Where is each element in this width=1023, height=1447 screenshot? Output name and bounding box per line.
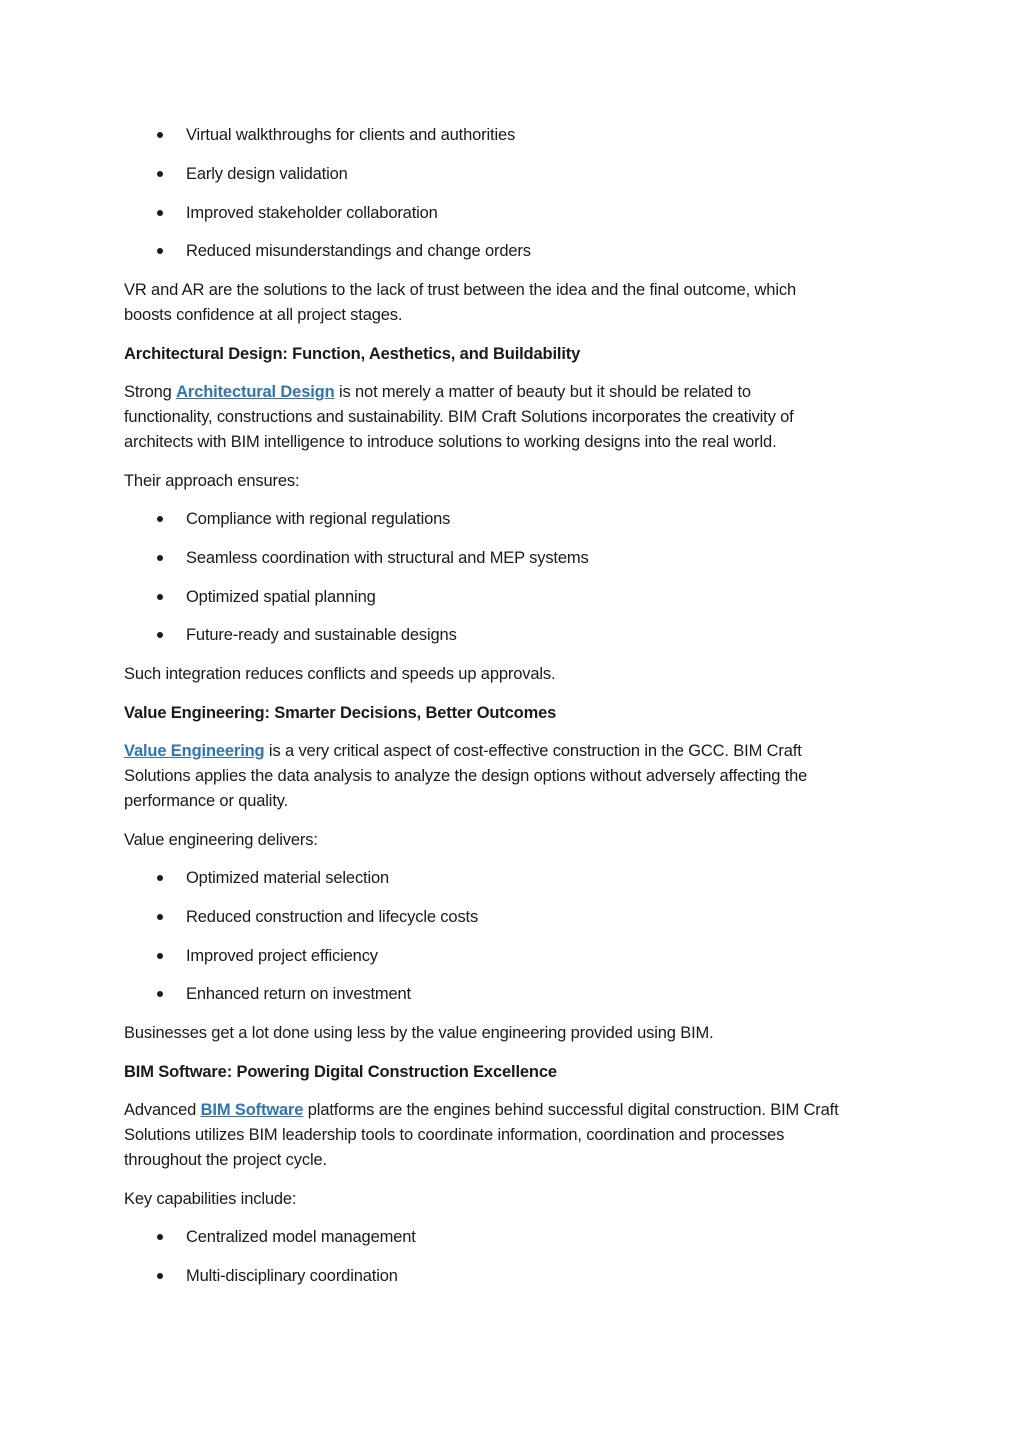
bullet-icon [157,914,163,920]
paragraph-line: VR and AR are the solutions to the lack of trust between the idea and the final outcome, which [124,281,796,299]
bullet-icon [157,1234,163,1240]
section-heading-value-engineering: Value Engineering: Smarter Decisions, Better Outcomes [124,704,557,722]
text-span: Advanced [124,1101,201,1119]
text-span: Strong [124,383,177,401]
bim-software-link[interactable]: BIM Software [200,1101,304,1119]
value-engineering-link[interactable]: Value Engineering [124,742,265,760]
paragraph-line: functionality, constructions and sustainability. BIM Craft Solutions incorporates the creativity of [124,408,794,426]
paragraph-line: Their approach ensures: [124,472,300,490]
paragraph-line: Such integration reduces conflicts and speeds up approvals. [124,665,556,683]
paragraph-line: Key capabilities include: [124,1190,297,1208]
text-span: is a very critical aspect of cost-effective construction in the GCC. BIM Craft [264,742,802,760]
bullet-icon [157,132,163,138]
bullet-icon [157,555,163,561]
bullet-icon [157,1273,163,1279]
section-heading-bim-software: BIM Software: Powering Digital Construction Excellence [124,1063,557,1081]
paragraph-line: Solutions applies the data analysis to analyze the design options without adversely affecting the [124,767,808,785]
paragraph-line [124,1100,839,1120]
bullet-icon [157,210,163,216]
paragraph-line: performance or quality. [124,792,289,810]
paragraph-line: Value engineering delivers: [124,831,318,849]
text-span: platforms are the engines behind successful digital construction. BIM Craft [303,1101,839,1119]
text-span: is not merely a matter of beauty but it should be related to [334,383,751,401]
bullet-icon [157,171,163,177]
bullet-icon [157,875,163,881]
paragraph-line: Businesses get a lot done using less by the value engineering provided using BIM. [124,1024,714,1042]
paragraph-line: boosts confidence at all project stages. [124,306,403,324]
paragraph-line [124,741,802,761]
bullet-icon [157,594,163,600]
bullet-icon [157,991,163,997]
paragraph-line: throughout the project cycle. [124,1151,327,1169]
architectural-design-link[interactable]: Architectural Design [176,383,335,401]
bullet-icon [157,248,163,254]
bullet-icon [157,632,163,638]
paragraph-line [124,382,751,402]
paragraph-line: architects with BIM intelligence to introduce solutions to working designs into the real world. [124,433,777,451]
bullet-icon [157,953,163,959]
bullet-icon [157,516,163,522]
paragraph-line: Solutions utilizes BIM leadership tools to coordinate information, coordination and processes [124,1126,785,1144]
section-heading-architectural-design: Architectural Design: Function, Aesthetics, and Buildability [124,345,581,363]
